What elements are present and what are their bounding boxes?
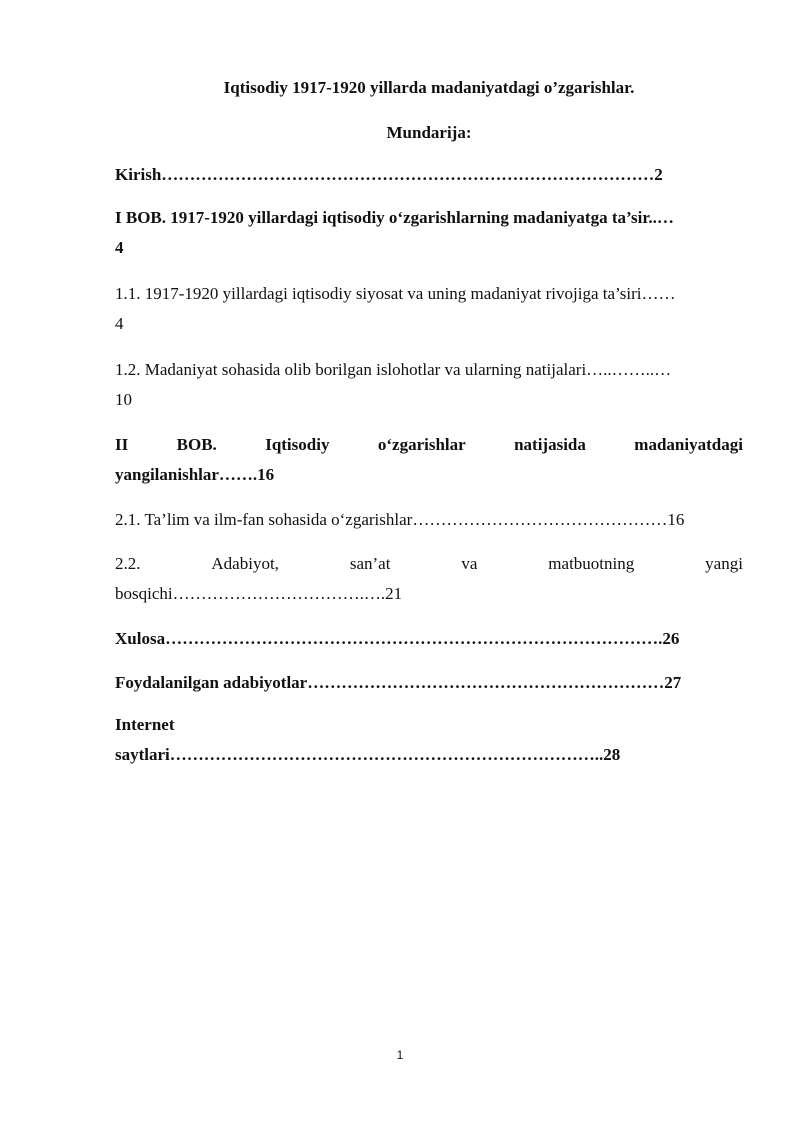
toc-2-2-word: va [461,554,478,573]
toc-entry-1-1 [115,279,743,339]
toc-1-2-line1: 1.2. Madaniyat sohasida olib borilgan islohotlar va ularning natijalari…..……..… [115,360,672,379]
toc-bob1-line1: I BOB. 1917-1920 yillardagi iqtisodiy o‘zgarishlarning madaniyatga ta’sir..… [115,208,674,227]
toc-2-2-word: yangi [705,554,743,573]
toc-kirish-text: Kirish……………………………………………………………………………2 [115,165,663,184]
toc-internet-line1: Internet [115,715,175,734]
toc-2-2-word: san’at [349,554,391,573]
toc-bob2-word: madaniyatdagi [634,435,743,454]
document-title: Iqtisodiy 1917-1920 yillarda madaniyatdagi o’zgarishlar. [223,78,635,97]
toc-2-2-word: 2.2. [115,554,141,573]
toc-2-2-word: matbuotning [548,554,635,573]
toc-entry-2-1 [115,505,743,535]
toc-bob1-line2: 4 [115,238,124,257]
toc-2-2-word: Adabiyot, [211,554,279,573]
toc-entry-kirish [115,160,743,190]
toc-2-2-line2: bosqichi…………………………….….21 [115,584,403,603]
toc-1-1-line2: 4 [115,314,124,333]
toc-bob2-word: BOB. [176,435,217,454]
toc-entry-xulosa [115,624,743,654]
toc-entry-bob1 [115,203,743,263]
toc-bob2-word: II [115,435,129,454]
toc-bob2-line1 [115,430,743,460]
toc-entry-internet [115,710,743,770]
toc-1-2-line2: 10 [115,390,132,409]
toc-entry-2-2 [115,549,743,609]
toc-heading: Mundarija: [386,123,472,142]
page-number: 1 [396,1048,404,1062]
toc-bob2-word: natijasida [514,435,586,454]
toc-bob2-word: Iqtisodiy [265,435,330,454]
toc-1-1-line1: 1.1. 1917-1920 yillardagi iqtisodiy siyosat va uning madaniyat rivojiga ta’siri…… [115,284,676,303]
toc-entry-bob2 [115,430,743,490]
toc-2-1-text: 2.1. Ta’lim va ilm-fan sohasida o‘zgarishlar………………………………………16 [115,510,685,529]
toc-internet-line2: saytlari…………………………………………………………………..28 [115,745,621,764]
toc-entry-1-2 [115,355,743,415]
toc-foydalanilgan-text: Foydalanilgan adabiyotlar………………………………………………………27 [115,673,682,692]
toc-entry-foydalanilgan [115,668,743,698]
toc-bob2-line2: yangilanishlar…….16 [115,465,275,484]
toc-xulosa-text: Xulosa…………………………………………………………………………….26 [115,629,680,648]
toc-bob2-word: o‘zgarishlar [377,435,466,454]
toc-2-2-line1 [115,549,743,579]
